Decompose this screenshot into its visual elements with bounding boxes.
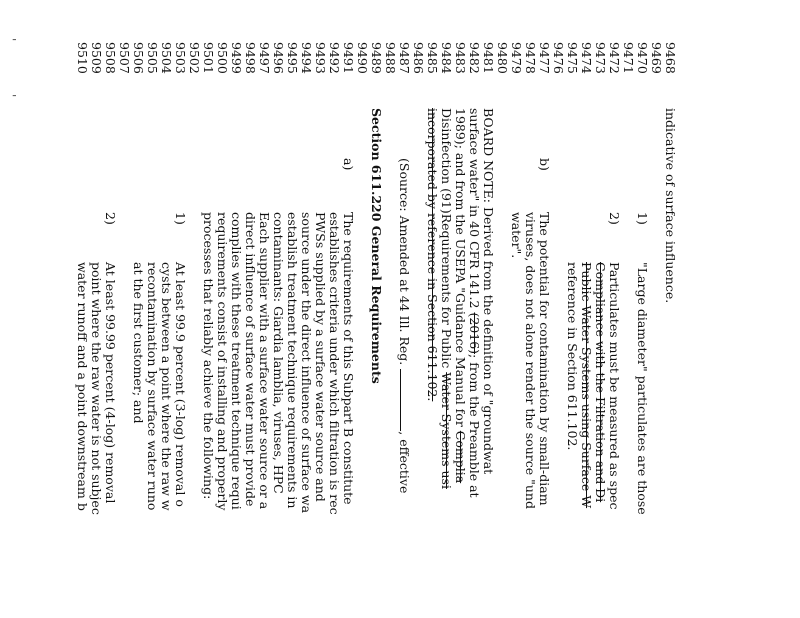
line-number: 9477 [537, 42, 552, 74]
body-line: At least 99.99 percent (4-log) removal [103, 262, 118, 504]
line-number: 9480 [495, 42, 510, 74]
line-number: 9468 [663, 42, 678, 74]
line-number: 9473 [593, 42, 608, 74]
line-number: 9501 [201, 42, 216, 74]
line-number: 9494 [299, 42, 314, 74]
body-line: water runoff and a point downstream b [75, 262, 90, 511]
board-note-line [453, 108, 467, 483]
struck-text: incorporated by reference in Section 611.102. [425, 108, 440, 402]
body-text: , effective [397, 431, 412, 494]
list-marker: a) [341, 158, 356, 171]
body-line: "Large diameter" particulates are those [635, 262, 650, 515]
body-line: source under the direct influence of surface wa [299, 212, 314, 514]
section-heading: Section 611.220 General Requirements [369, 108, 384, 384]
margin-mark: ' [4, 38, 18, 42]
line-number: 9499 [229, 42, 244, 74]
line-number: 9490 [355, 42, 370, 74]
board-note-line [467, 108, 481, 498]
board-note-line [481, 108, 495, 474]
struck-text: (2016) [467, 312, 482, 355]
body-line: requirements consist of installing and properly [215, 212, 230, 511]
list-marker: 2) [607, 212, 622, 225]
line-number: 9503 [173, 42, 188, 74]
line-number: 9470 [635, 42, 650, 74]
line-number: 9475 [565, 42, 580, 74]
body-text: (Source: Amended at 44 Ill. Reg. [397, 158, 412, 370]
body-line: Each supplier with a surface water source or a [257, 212, 272, 510]
struck-text: Compliance with the Filtration and Di [593, 262, 608, 503]
line-number: 9504 [159, 42, 174, 74]
line-number: 9486 [411, 42, 426, 74]
body-line: water". [509, 212, 524, 259]
body-line: reference in Section 611.102. [565, 262, 580, 451]
margin-mark: ' [4, 94, 18, 98]
line-number: 9508 [103, 42, 118, 74]
body-line: point where the raw water is not subjec [89, 262, 104, 515]
body-line: complies with these treatment technique requi [229, 212, 244, 510]
struck-text: Complia [453, 430, 468, 484]
line-number: 9482 [467, 42, 482, 74]
line-number: 9500 [215, 42, 230, 74]
board-note-label: BOARD NOTE: [481, 108, 496, 203]
body-line: Particulates must be measured as spec [607, 262, 622, 510]
line-number: 9509 [89, 42, 104, 74]
line-number: 9488 [383, 42, 398, 74]
body-line: establish treatment technique requirements in [285, 212, 300, 509]
body-line: contaminants: Giardia lamblia, viruses, HPC [271, 212, 286, 494]
line-number: 9469 [649, 42, 664, 74]
line-number: 9506 [131, 42, 146, 74]
line-number: 9493 [313, 42, 328, 74]
body-line: At least 99.9 percent (3-log) removal o [173, 262, 188, 507]
line-number: 9471 [621, 42, 636, 74]
line-number: 9502 [187, 42, 202, 74]
line-number: 9479 [509, 42, 524, 74]
line-number: 9505 [145, 42, 160, 74]
line-number: 9510 [75, 42, 90, 74]
line-number: 9472 [607, 42, 622, 74]
body-text: Disinfection (91)Requirements for Public [439, 108, 454, 373]
body-line: establishes criteria under which filtration is rec [327, 212, 342, 515]
body-line: PWSs supplied by a surface water source and [313, 212, 328, 502]
body-line: The potential for contamination by small-diam [537, 212, 552, 506]
list-marker: 1) [635, 212, 650, 225]
body-line: at the first customer; and [131, 262, 146, 424]
line-number: 9507 [117, 42, 132, 74]
list-marker: 1) [173, 212, 188, 225]
line-number: 9491 [341, 42, 356, 74]
body-line: direct influence of surface water must provide [243, 212, 258, 507]
body-text: Derived from the definition of "groundwat [481, 202, 496, 475]
line-number: 9496 [271, 42, 286, 74]
body-text: surface water" in 40 CFR 141.2 [467, 108, 482, 313]
body-line: processes that reliably achieve the following: [201, 212, 216, 500]
body-line: cysts between a point where the raw w [159, 262, 174, 511]
line-number: 9484 [439, 42, 454, 74]
source-note [397, 158, 411, 493]
line-number: 9478 [523, 42, 538, 74]
list-marker: b) [537, 158, 552, 171]
line-number: 9481 [481, 42, 496, 74]
body-line: recontamination by surface water runo [145, 262, 160, 511]
line-number: 9485 [425, 42, 440, 74]
body-text: 1989); and from the USEPA "Guidance Manual for [453, 108, 468, 431]
board-note-line [439, 108, 453, 489]
line-number: 9497 [257, 42, 272, 74]
body-line: indicative of surface influence. [663, 108, 678, 304]
body-text: ; from the Preamble at [467, 354, 482, 498]
body-line: viruses, does not alone render the source "und [523, 212, 538, 509]
blank-underline [400, 369, 411, 431]
line-number: 9483 [453, 42, 468, 74]
line-number: 9489 [369, 42, 384, 74]
line-number: 9492 [327, 42, 342, 74]
line-number: 9495 [285, 42, 300, 74]
struck-text: Water Systems usi [439, 372, 454, 489]
body-line: The requirements of this Subpart B constitute [341, 212, 356, 505]
list-marker: 2) [103, 212, 118, 225]
line-number: 9498 [243, 42, 258, 74]
line-number: 9474 [579, 42, 594, 74]
struck-text: Public Water Systems using Surface W [579, 262, 594, 509]
line-number: 9476 [551, 42, 566, 74]
line-number: 9487 [397, 42, 412, 74]
